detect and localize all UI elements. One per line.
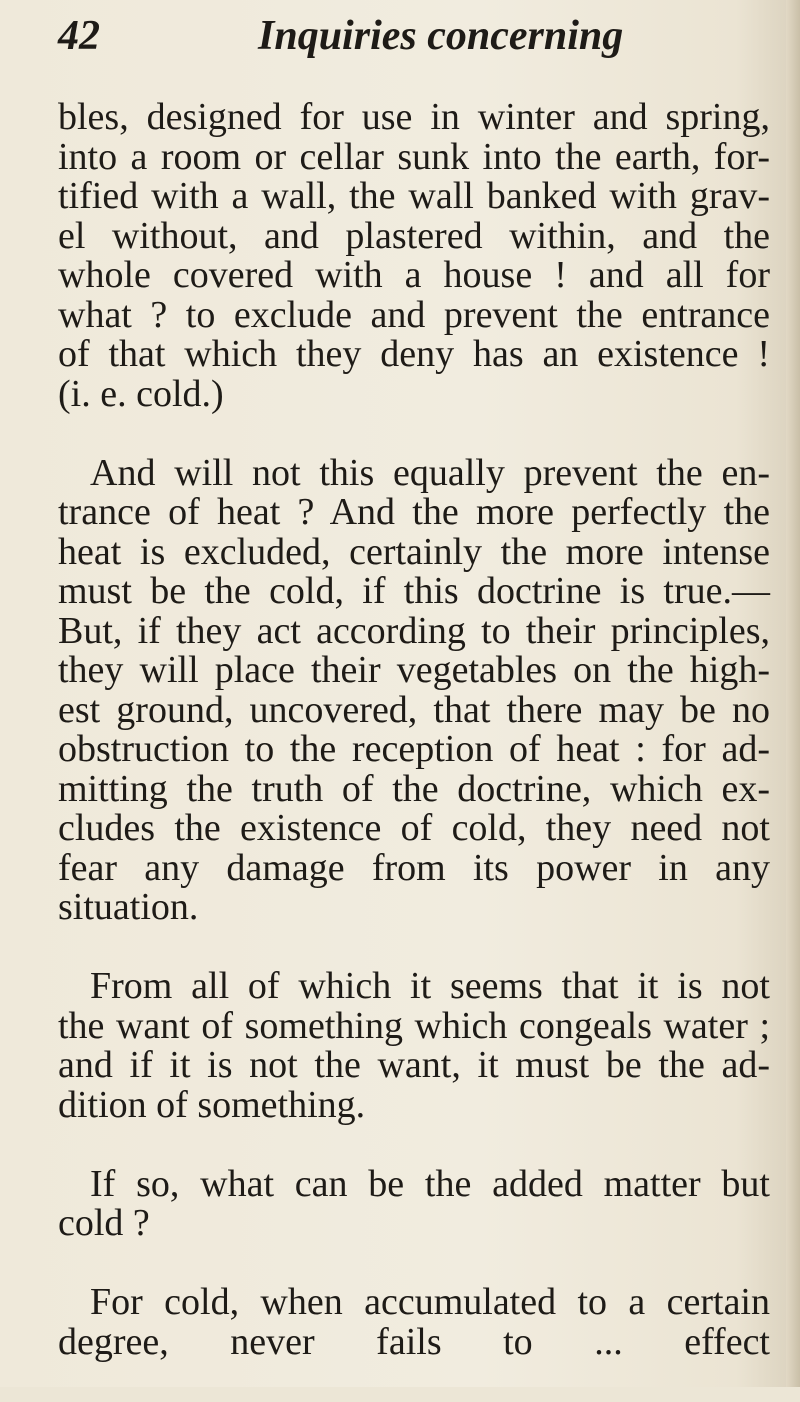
- text-line: obstruction to the reception of heat : for ad-: [58, 728, 770, 770]
- text-line: From all of which it seems that it is not: [90, 965, 770, 1007]
- text-line: they will place their vegetables on the high-: [58, 649, 770, 691]
- text-line: est ground, uncovered, that there may be no: [58, 688, 770, 731]
- paragraph-5: [58, 1283, 770, 1362]
- text-line: fear any damage from its power in any: [58, 846, 770, 889]
- text-line: degree, never fails to ... effect: [58, 1320, 770, 1363]
- text-line: and if it is not the want, it must be the ad-: [58, 1044, 770, 1086]
- text-line: But, if they act according to their principles,: [58, 609, 770, 652]
- running-head: Inquiries concerning: [258, 13, 624, 59]
- paragraph-3: [58, 967, 770, 1125]
- text-line: el without, and plastered within, and the: [58, 214, 770, 257]
- text-line: of that which they deny has an existence !: [58, 333, 770, 375]
- paragraph-2: [58, 451, 770, 928]
- page-edge-shadow: [786, 0, 800, 1387]
- text-line: dition of something.: [58, 1083, 366, 1126]
- text-line: For cold, when accumulated to a certain: [90, 1281, 770, 1323]
- text-line: the want of something which congeals water ;: [58, 1004, 770, 1047]
- text-line: heat is excluded, certainly the more intense: [58, 530, 770, 573]
- text-line: mitting the truth of the doctrine, which ex-: [58, 767, 770, 810]
- paragraph-4: [58, 1162, 770, 1244]
- body-text: [58, 98, 770, 1402]
- paragraph-1: [58, 98, 770, 414]
- text-line: cold ?: [58, 1202, 150, 1244]
- text-line: what ? to exclude and prevent the entrance: [58, 293, 770, 336]
- text-line: And will not this equally prevent the en-: [90, 451, 770, 494]
- page-header: [58, 6, 758, 66]
- text-line: If so, what can be the added matter but: [90, 1162, 770, 1205]
- text-line: tified with a wall, the wall banked with grav-: [58, 175, 770, 217]
- text-line: into a room or cellar sunk into the earth, for-: [58, 135, 770, 178]
- text-line: whole covered with a house ! and all for: [58, 254, 770, 296]
- text-line: must be the cold, if this doctrine is true.—: [58, 570, 770, 612]
- text-line: situation.: [58, 886, 199, 928]
- text-line: (i. e. cold.): [58, 372, 224, 415]
- text-line: cludes the existence of cold, they need not: [58, 807, 770, 849]
- text-line: trance of heat ? And the more perfectly the: [58, 491, 770, 533]
- page-number: 42: [58, 13, 100, 59]
- text-line: bles, designed for use in winter and spring,: [58, 96, 770, 138]
